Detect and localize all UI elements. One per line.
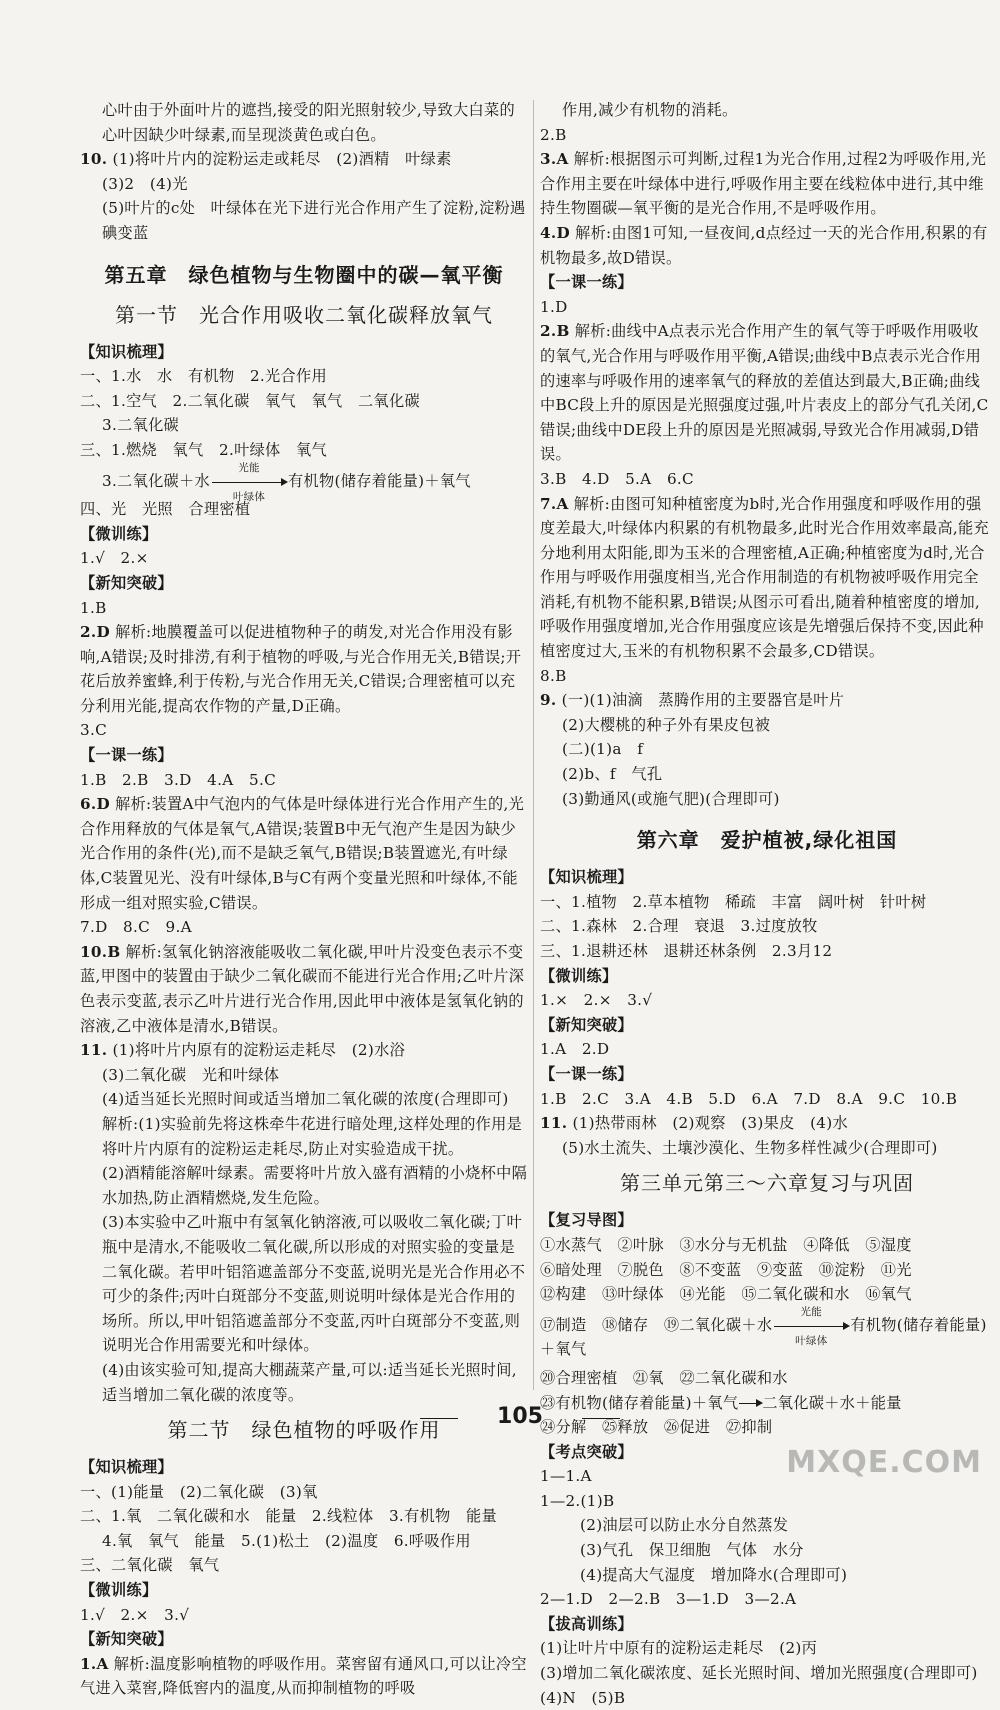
answer-line: 解析:(1)实验前先将这株牵牛花进行暗处理,这样处理的作用是将叶片内原有的淀粉运走耗尽,防止对实验造成干扰。	[102, 1114, 523, 1158]
section-tag: 【考点突破】	[540, 1442, 633, 1461]
item-number: 11.	[80, 1041, 108, 1060]
answer-line: (2)油层可以防止水分自然蒸发	[580, 1516, 789, 1535]
answer-item	[80, 1652, 528, 1701]
answer-line: 3.二氧化碳	[102, 416, 180, 435]
section-tag: 【新知突破】	[80, 1630, 173, 1649]
answer-line: ⑫构建 ⑬叶绿体 ⑭光能 ⑮二氧化碳和水 ⑯氧气	[540, 1285, 912, 1304]
answer-line: 1.B 2.B 3.D 4.A 5.C	[80, 770, 276, 789]
watermark-text: MXQE.COM	[786, 1445, 982, 1480]
answer-line: (4)提高大气湿度 增加降水(合理即可)	[580, 1565, 848, 1584]
answer-line: ①水蒸气 ②叶脉 ③水分与无机盐 ④降低 ⑤湿度	[540, 1235, 912, 1254]
section-tag: 【新知突破】	[540, 1015, 633, 1034]
item-text: (1)将叶片内的淀粉运走或耗尽 (2)酒精 叶绿素	[112, 150, 452, 169]
answer-line: ⑳合理密植 ㉑氧 ㉒二氧化碳和水	[540, 1368, 788, 1387]
answer-line: (4)适当延长光照时间或适当增加二氧化碳的浓度(合理即可)	[102, 1090, 509, 1109]
section-tag: 【微训练】	[80, 1581, 158, 1600]
arrow-condition-top: 光能	[238, 461, 260, 474]
item-text: (一)(1)油滴 蒸腾作用的主要器官是叶片	[561, 691, 845, 710]
answer-line: 1.√ 2.×	[80, 549, 149, 568]
section-tag: 【一课一练】	[540, 273, 633, 292]
answer-item	[540, 1111, 994, 1136]
section-tag: 【一课一练】	[540, 1064, 633, 1083]
item-number: 2.D	[80, 623, 110, 642]
section-title: 第二节 绿色植物的呼吸作用	[167, 1418, 441, 1443]
item-number: 1.A	[80, 1654, 109, 1673]
answer-line: 作用,减少有机物的消耗。	[562, 101, 738, 119]
arrow-condition-top: 光能	[800, 1305, 823, 1318]
left-column	[80, 98, 528, 1701]
answer-item	[540, 688, 994, 713]
answer-item	[540, 221, 994, 270]
answer-line: 二、1.空气 2.二氧化碳 氧气 氧气 二氧化碳	[80, 391, 420, 410]
reaction-arrow	[212, 461, 286, 503]
answer-line: 三、1.燃烧 氧气 2.叶绿体 氧气	[80, 440, 328, 459]
item-number: 11.	[540, 1114, 568, 1133]
item-text: 解析:装置A中气泡内的气体是叶绿体进行光合作用产生的,光合作用释放的气体是氧气,A错误;装置B中无气泡产生是因为缺少光合作用的条件(光),而不是缺乏氧气,B错误;B装置遮光,有叶绿体,C装置见光、没有叶绿体,B与C有两个变量光照和叶绿体,不能形成一组对照实验,C错误。	[80, 795, 525, 912]
section-tag: 【知识梳理】	[80, 342, 173, 361]
answer-line: ㉔分解 ㉕释放 ㉖促进 ㉗抑制	[540, 1418, 773, 1437]
answer-line: 3.B 4.D 5.A 6.C	[540, 469, 694, 488]
item-number: 4.D	[540, 223, 570, 242]
item-text: 解析:由图可知种植密度为b时,光合作用强度和呼吸作用的强度差最大,叶绿体内积累的有机物最多,此时光合作用效率最高,能充分地利用太阳能,即为玉米的合理密植,A正确;种植密度为d时,光合作用与呼吸作用强度相当,光合作用制造的有机物被呼吸作用完全消耗,有机物不能积累,B错误;从图示可看出,随着种植密度的增加,呼吸作用强度增加,光合作用强度应该是先增强后保持不变,因此种植密度过大,玉米的有机物积累不会最多,CD错误。	[540, 494, 990, 661]
answer-line: (4)N (5)B	[540, 1688, 626, 1707]
answer-line: 1—2.(1)B	[540, 1491, 615, 1510]
item-number: 10.B	[80, 942, 121, 961]
answer-line: (3)2 (4)光	[102, 174, 188, 193]
item-number: 2.B	[540, 322, 570, 341]
answer-line: 2—1.D 2—2.B 3—1.D 3—2.A	[540, 1590, 797, 1609]
chapter-title: 第六章 爱护植被,绿化祖国	[636, 828, 898, 853]
item-number: 10.	[80, 150, 108, 169]
answer-item	[540, 492, 994, 664]
answer-line: 3.C	[80, 721, 108, 740]
answer-line: 1.A 2.D	[540, 1040, 610, 1059]
answer-line: 二、1.氧 二氧化碳和水 能量 2.线粒体 3.有机物 能量	[80, 1507, 497, 1526]
answer-line: 三、1.退耕还林 退耕还林条例 2.3月12	[540, 942, 833, 960]
item-text: 解析:温度影响植物的呼吸作用。菜窖留有通风口,可以让冷空气进入菜窖,降低窖内的温度,从而抑制植物的呼吸	[80, 1654, 527, 1698]
item-text: (1)热带雨林 (2)观察 (3)果皮 (4)水	[572, 1114, 848, 1133]
answer-line: (5)水土流失、土壤沙漠化、生物多样性减少(合理即可)	[562, 1138, 938, 1157]
answer-line: (4)由该实验可知,提高大棚蔬菜产量,可以:适当延长光照时间,适当增加二氧化碳的浓度等。	[102, 1360, 517, 1404]
answer-item	[80, 620, 528, 718]
answer-line: 二、1.森林 2.合理 衰退 3.过度放牧	[540, 917, 818, 936]
section-tag: 【新知突破】	[80, 573, 173, 592]
section-tag: 【拔高训练】	[540, 1614, 633, 1633]
answer-line: 7.D 8.C 9.A	[80, 918, 192, 937]
answer-line: (2)大樱桃的种子外有果皮包被	[562, 715, 771, 734]
section-title: 第一节 光合作用吸收二氧化碳释放氧气	[115, 302, 493, 327]
item-number: 7.A	[540, 494, 569, 513]
item-text: 解析:由图1可知,一昼夜间,d点经过一天的光合作用,积累的有机物最多,故D错误。	[540, 223, 988, 267]
section-tag: 【微训练】	[80, 524, 158, 543]
answer-line: 2.B	[540, 125, 567, 144]
answer-line: (3)勤通风(或施气肥)(合理即可)	[562, 789, 780, 808]
answer-line: ⑥暗处理 ⑦脱色 ⑧不变蓝 ⑨变蓝 ⑩淀粉 ⑪光	[540, 1260, 912, 1279]
reaction-arrow	[774, 1305, 848, 1347]
item-number: 6.D	[80, 795, 110, 814]
answer-item	[80, 940, 528, 1038]
photosynthesis-equation	[540, 1305, 994, 1362]
page-number: 105	[460, 1404, 580, 1429]
answer-line: 1.× 2.× 3.√	[540, 991, 653, 1010]
answer-line: (5)叶片的c处 叶绿体在光下进行光合作用产生了淀粉,淀粉遇碘变蓝	[102, 199, 526, 242]
answer-item	[80, 147, 528, 172]
answer-line: (3)本实验中乙叶瓶中有氢氧化钠溶液,可以吸收二氧化碳;丁叶瓶中是清水,不能吸收二氧化碳,所以形成的对照实验的变量是二氧化碳。若甲叶铝箔遮盖部分不变蓝,说明光是光合作用必不可少的条件;丙叶白斑部分不变蓝,则说明叶绿体是光合作用的场所。所以,甲叶铝箔遮盖部分不变蓝,丙叶白斑部分不变蓝,则说明光合作用需要光和叶绿体。	[102, 1213, 526, 1355]
item-text: 解析:地膜覆盖可以促进植物种子的萌发,对光合作用没有影响,A错误;及时排涝,有利于植物的呼吸,与光合作用无关,B错误;开花后放养蜜蜂,利于传粉,与光合作用无关,C错误;合理密植可以充分利用光能,提高农作物的产量,D正确。	[80, 623, 522, 715]
answer-line: 一、1.植物 2.草本植物 稀疏 丰富 阔叶树 针叶树	[540, 892, 927, 911]
item-text: 解析:根据图示可判断,过程1为光合作用,过程2为呼吸作用,光合作用主要在叶绿体中进行,呼吸作用主要在线粒体中进行,其中维持生物圈碳—氧平衡的是光合作用,不是呼吸作用。	[540, 150, 987, 218]
answer-line: 四、光 光照 合理密植	[80, 500, 251, 519]
section-tag: 【知识梳理】	[540, 868, 633, 887]
answer-line: 一、(1)能量 (2)二氧化碳 (3)氧	[80, 1482, 318, 1501]
photosynthesis-equation	[80, 461, 528, 503]
item-text: (1)将叶片内原有的淀粉运走耗尽 (2)水浴	[112, 1041, 406, 1060]
equation-left: ⑰制造 ⑱储存 ⑲二氧化碳＋水	[540, 1315, 773, 1334]
equation-right: 二氧化碳＋水＋能量	[762, 1393, 902, 1412]
section-title: 第三单元第三～六章复习与巩固	[620, 1171, 914, 1196]
item-text: 解析:曲线中A点表示光合作用产生的氧气等于呼吸作用吸收的氧气,光合作用与呼吸作用平衡,A错误;曲线中B点表示光合作用的速率与呼吸作用的速率氧气的释放的差值达到最大,B正确;曲线中BC段上升的原因是光照强度过强,叶片表皮上的部分气孔关闭,C错误;曲线中DE段上升的原因是光照减弱,导致光合作用减弱,D错误。	[540, 322, 989, 464]
section-tag: 【复习导图】	[540, 1211, 633, 1230]
arrow-line	[774, 1326, 848, 1327]
answer-line: (2)酒精能溶解叶绿素。需要将叶片放入盛有酒精的小烧杯中隔水加热,防止酒精燃烧,发生危险。	[102, 1164, 528, 1207]
item-number: 3.A	[540, 150, 569, 169]
item-text: 解析:氢氧化钠溶液能吸收二氧化碳,甲叶片没变色表示不变蓝,甲图中的装置由于缺少二氧化碳而不能进行光合作用;乙叶片深色表示变蓝,表示乙叶片进行光合作用,因此甲中液体是氢氧化钠的溶液,乙中液体是清水,B错误。	[80, 942, 525, 1035]
answer-line: 三、二氧化碳 氧气	[80, 1556, 220, 1575]
section-tag: 【微训练】	[540, 966, 618, 985]
respiration-equation	[540, 1391, 994, 1416]
answer-line: 1.D	[540, 297, 568, 316]
arrow-condition-bottom: 叶绿体	[795, 1334, 828, 1347]
section-tag: 【知识梳理】	[80, 1458, 173, 1477]
column-divider	[533, 100, 534, 1390]
item-number: 9.	[540, 691, 557, 710]
watermark-logo	[786, 1420, 982, 1480]
answer-line: 1.√ 2.× 3.√	[80, 1605, 190, 1624]
answer-item	[80, 792, 528, 915]
answer-line: (3)增加二氧化碳浓度、延长光照时间、增加光照强度(合理即可)	[540, 1664, 978, 1683]
answer-item	[540, 319, 994, 467]
answer-line: 心叶由于外面叶片的遮挡,接受的阳光照射较少,导致大白菜的心叶因缺少叶绿素,而呈现淡黄色或白色。	[102, 101, 515, 144]
section-tag: 【一课一练】	[80, 746, 173, 765]
answer-line: 1.B 2.C 3.A 4.B 5.D 6.A 7.D 8.A 9.C 10.B	[540, 1089, 958, 1108]
answer-line: (3)气孔 保卫细胞 气体 水分	[580, 1541, 804, 1560]
answer-line: (2)b、f 气孔	[562, 765, 663, 784]
answer-line: 8.B	[540, 666, 567, 685]
arrow-condition-bottom: 叶绿体	[232, 490, 266, 503]
chapter-title: 第五章 绿色植物与生物圈中的碳—氧平衡	[104, 262, 504, 287]
arrow-line	[212, 482, 286, 483]
arrow-icon	[739, 1403, 761, 1404]
equation-left: ㉓有机物(储存着能量)＋氧气	[540, 1393, 739, 1412]
answer-line: (二)(1)a f	[562, 740, 644, 759]
equation-right: 有机物(储存着能量)＋氧气	[288, 471, 471, 490]
answer-line: 1—1.A	[540, 1467, 592, 1486]
answer-line: 1.B	[80, 598, 107, 617]
equation-right: 有机物(储存着能量)＋氧气	[540, 1315, 987, 1359]
answer-line: (3)二氧化碳 光和叶绿体	[102, 1065, 280, 1084]
answer-line: 一、1.水 水 有机物 2.光合作用	[80, 367, 328, 386]
answer-line: 4.氧 氧气 能量 5.(1)松土 (2)温度 6.呼吸作用	[102, 1531, 471, 1550]
answer-line: (1)让叶片中原有的淀粉运走耗尽 (2)丙	[540, 1639, 818, 1658]
equation-left: 3.二氧化碳＋水	[102, 471, 211, 490]
answer-item	[540, 147, 994, 221]
answer-item	[80, 1038, 528, 1063]
